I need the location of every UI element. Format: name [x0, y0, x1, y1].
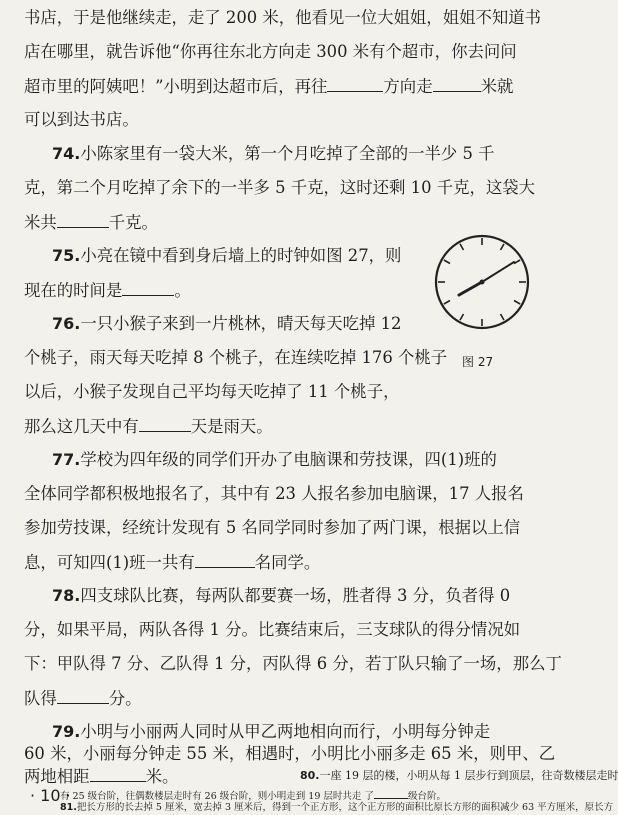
text-line: 以后，小猴子发现自己平均每天吃掉了 11 个桃子， [24, 382, 400, 401]
problem-80-cont [60, 788, 530, 801]
hour-hand [459, 282, 482, 295]
text-span: 米共 [24, 213, 57, 232]
mirror-clock-figure [432, 232, 532, 352]
clock-center [480, 280, 485, 285]
text-span: 现在的时间是 [24, 281, 123, 300]
text-line: 克，第二个月吃掉了余下的一半多 5 千克，这时还剩 10 千克，这袋大 [24, 178, 536, 197]
problem-number: 79. [52, 722, 81, 741]
problem-text: 小明与小丽两人同时从甲乙两地相向而行，小明每分钟走 [80, 722, 491, 741]
answer-blank[interactable] [139, 416, 191, 432]
text-line [24, 76, 529, 96]
text-line [24, 416, 529, 436]
text-line: 60 米，小丽每分钟走 55 米，相遇时，小明比小丽多走 65 米，则甲、乙 [24, 744, 556, 763]
text-span: 米。 [145, 767, 179, 786]
problem-text: 一只小猴子来到一片桃林，晴天每天吃掉 12 [80, 314, 402, 333]
answer-blank[interactable] [433, 76, 481, 92]
text-span: 米就 [480, 77, 514, 96]
text-span: 名同学。 [254, 553, 321, 572]
answer-blank[interactable] [57, 688, 109, 704]
text-line: 下：甲队得 7 分、乙队得 1 分，丙队得 6 分，若丁队只输了一场，那么丁 [24, 654, 562, 673]
problem-80-compact [300, 766, 618, 786]
text-line: 书店，于是他继续走，走了 200 米，他看见一位大姐姐，姐姐不知道书 [24, 8, 542, 27]
page-number: · 10 · [30, 786, 71, 805]
problem-number: 78. [52, 586, 81, 605]
text-span: 分。 [108, 689, 142, 708]
text-span: 有 25 级台阶，往偶数楼层走时有 26 级台阶，则小明走到 19 层时共走 [60, 791, 362, 802]
text-span: 级台阶。 [407, 791, 446, 802]
problem-text: 小陈家里有一袋大米，第一个月吃掉了全部的一半少 5 千 [80, 144, 495, 163]
text-span: 两地相距 [24, 767, 90, 786]
text-span: 超市里的阿姨吧！”小明到达超市后，再往 [24, 77, 328, 96]
answer-blank[interactable] [195, 552, 255, 568]
text-span: 千克。 [108, 213, 158, 232]
problem-81 [60, 801, 614, 814]
text-line [24, 688, 529, 708]
problem-number: 76. [52, 314, 81, 333]
problem-75 [52, 246, 424, 266]
answer-blank[interactable] [122, 280, 174, 296]
problem-number: 80. [300, 769, 320, 782]
text-line: 个桃子，雨天每天吃掉 8 个桃子，在连续吃掉 176 个桃子 [24, 348, 448, 367]
text-line [24, 552, 529, 572]
problem-77 [52, 450, 529, 470]
problem-text: 四支球队比赛，每两队都要赛一场，胜者得 3 分，负者得 0 [80, 586, 511, 605]
text-line: 店在哪里，就告诉他“你再往东北方向走 300 米有个超市，你去问问 [24, 42, 517, 61]
text-line [24, 212, 529, 232]
text-span: 那么这几天中有 [24, 417, 139, 436]
problem-text: 学校为四年级的同学们开办了电脑课和劳技课，四(1)班的 [80, 450, 497, 469]
answer-blank[interactable] [327, 76, 383, 92]
text-span: 队得 [24, 689, 57, 708]
text-line: 分，如果平局，两队各得 1 分。比赛结束后，三支球队的得分情况如 [24, 620, 521, 639]
problem-78 [52, 586, 529, 606]
problem-text: 小亮在镜中看到身后墙上的时钟如图 27，则 [80, 246, 402, 265]
problem-number: 74. [52, 144, 81, 163]
answer-blank[interactable] [90, 766, 146, 782]
text-line: 可以到达书店。 [24, 110, 139, 129]
text-line [24, 766, 324, 786]
figure-caption: 图 27 [462, 355, 494, 369]
text-span: 息，可知四(1)班一共有 [24, 553, 195, 572]
text-span: 了 [364, 791, 374, 802]
text-line: 参加劳技课，经统计发现有 5 名同学同时参加了两门课，根据以上信 [24, 518, 521, 537]
text-span: 天是雨天。 [190, 417, 273, 436]
text-span: 。 [174, 281, 191, 300]
problem-text: 把长方形的长去掉 5 厘米，宽去掉 3 厘米后，得到一个正方 [76, 802, 330, 813]
text-line: 全体同学都积极地报名了，其中有 23 人报名参加电脑课，17 人报名 [24, 484, 524, 503]
text-span: 方向走 [383, 77, 433, 96]
text-span: 形，这个正方形的面积比原长方形的面积减少 63 平方厘米，原长方 [329, 802, 614, 813]
problem-76 [52, 314, 424, 334]
problem-74 [52, 144, 529, 164]
answer-blank[interactable] [374, 788, 408, 799]
problem-number: 75. [52, 246, 81, 265]
problem-79 [52, 722, 529, 742]
problem-number: 81. [60, 802, 77, 813]
problem-text: 一座 19 层的楼，小明从每 1 层步行到顶层，往奇数楼层走时 [319, 769, 618, 782]
minute-hand [482, 262, 514, 282]
answer-blank[interactable] [57, 212, 109, 228]
problem-number: 77. [52, 450, 81, 469]
text-line [24, 280, 424, 300]
